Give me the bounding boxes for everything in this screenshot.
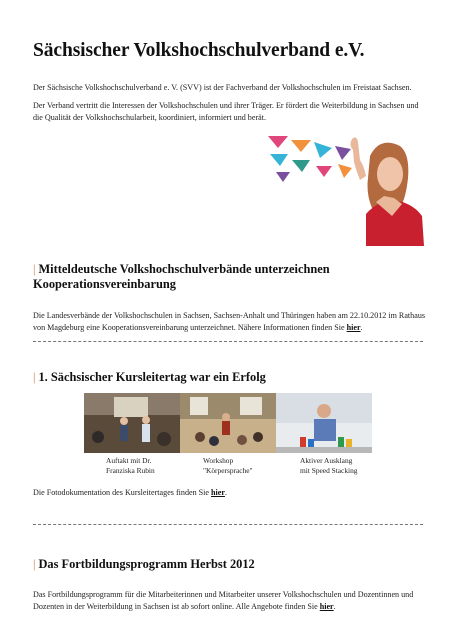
section-heading-text: 1. Sächsischer Kursleitertag war ein Erfolg: [38, 370, 266, 384]
caption-line: Auftakt mit Dr.: [106, 456, 152, 465]
paragraph-end: .: [224, 488, 227, 497]
photo-ausklang: [276, 393, 372, 453]
section-heading-kooperation: [33, 262, 428, 292]
paragraph-text: Die Landesverbände der Volkshochschulen in Sachsen, Sachsen-Anhalt und Thüringen haben am 22.10.2012 im Rathaus von Magdeburg eine Kooperationsvereinbarung unterzeichnet. Nähere Informationen finden Sie: [33, 311, 426, 332]
photo-caption-auftakt: [106, 456, 202, 476]
caption-line: Aktiver Ausklang: [300, 456, 353, 465]
hero-image: [258, 116, 428, 246]
paragraph-text: Das Fortbildungsprogramm für die Mitarbeiterinnen und Mitarbeiter unserer Volkshochschulen und Dozentinnen und Dozenten in der Weiterbildung in Sachsen ist ab sofort online. Alle Angebote finden Sie: [33, 590, 414, 611]
caption-line: Workshop: [203, 456, 234, 465]
section-accent-bar: |: [33, 557, 36, 571]
section-paragraph-fortbildung: [33, 589, 428, 612]
paragraph-end: .: [333, 601, 336, 611]
section-paragraph-kooperation: [33, 310, 428, 333]
woman-photo: [351, 138, 425, 247]
divider: [33, 524, 423, 525]
photo-auftakt-image: [84, 393, 180, 453]
link-hier-fotodoku[interactable]: hier: [211, 488, 225, 497]
section-heading-text: Das Fortbildungsprogramm Herbst 2012: [38, 557, 255, 571]
intro-paragraph-1: Der Sächsische Volkshochschulverband e. V. (SVV) ist der Fachverband der Volkshochschulen im Freistaat Sachsen.: [33, 83, 412, 92]
page-title: Sächsischer Volkshochschulverband e.V.: [33, 40, 365, 61]
caption-line: mit Speed Stacking: [300, 466, 358, 475]
section-heading-fortbildung: [33, 557, 428, 572]
divider: [33, 341, 423, 342]
section-accent-bar: |: [33, 262, 36, 276]
caption-line: "Körpersprache": [203, 466, 253, 475]
photo-ausklang-image: [276, 393, 372, 453]
section-paragraph-kursleitertag: [33, 487, 423, 499]
photo-caption-ausklang: [300, 456, 396, 476]
triangle-graphics: [268, 136, 352, 182]
section-accent-bar: |: [33, 370, 36, 384]
caption-line: Franziska Rubin: [106, 466, 155, 475]
link-hier-kooperation[interactable]: hier: [346, 322, 361, 332]
photo-caption-workshop: [203, 456, 299, 476]
section-heading-text: Mitteldeutsche Volkshochschulverbände unterzeichnen Kooperationsvereinbarung: [33, 262, 330, 291]
link-hier-fortbildung[interactable]: hier: [319, 601, 334, 611]
paragraph-end: .: [360, 322, 363, 332]
intro-paragraph-2: Der Verband vertritt die Interessen der Volkshochschulen und ihrer Träger. Er fördert die Weiterbildung in Sachsen und die Qualität der Volkshochschularbeit, koordiniert, informiert und berät.: [33, 101, 419, 122]
paragraph-text: Die Fotodokumentation des Kursleitertages finden Sie: [33, 488, 212, 497]
photo-workshop: [180, 393, 276, 453]
photo-auftakt: [84, 393, 180, 453]
photo-workshop-image: [180, 393, 276, 453]
section-heading-kursleitertag: [33, 370, 428, 385]
